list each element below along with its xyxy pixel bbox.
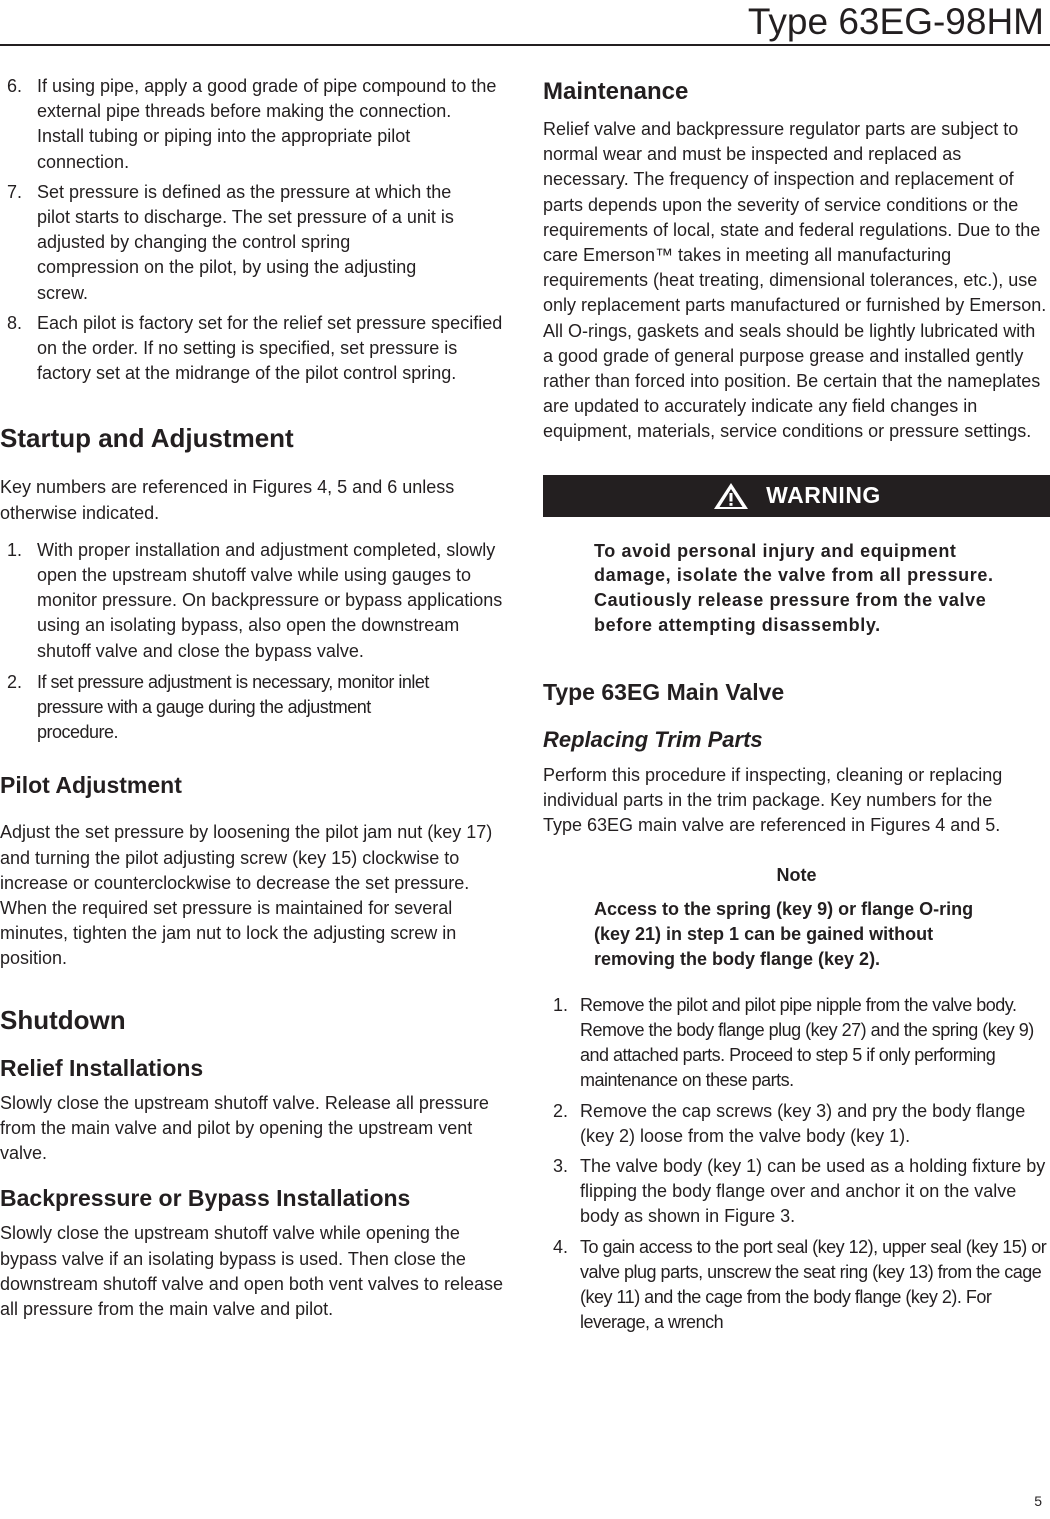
backpressure-installations-heading: Backpressure or Bypass Installations: [0, 1185, 411, 1212]
left-column: [0, 74, 510, 1322]
document-title: Type 63EG-98HM: [747, 1, 1044, 42]
relief-installations-text: Slowly close the upstream shutoff valve. Release all pressure from the main valve and pilot by opening the upstream vent valve.: [0, 1092, 489, 1164]
step-text: To gain access to the port seal (key 12), upper seal (key 15) or valve plug parts, unscrew the seat ring (key 13) from the cage (key 11) and the cage from the body flange (key 2). For leverage, a wrench: [580, 1236, 1047, 1333]
list-item: [0, 74, 510, 175]
step-text: Set pressure is defined as the pressure at which the pilot starts to discharge. The set pressure of a unit is adjusted by changing the control spring compression on the pilot, by using the adjusting screw.: [37, 181, 454, 303]
step-text: Remove the pilot and pilot pipe nipple from the valve body. Remove the body flange plug (key 27) and the spring (key 9) and attached parts. Proceed to step 5 if only performing maintenance on these parts.: [580, 994, 1034, 1091]
pilot-adjustment-heading: Pilot Adjustment: [0, 772, 182, 799]
step-text: With proper installation and adjustment completed, slowly open the upstream shutoff valve while using gauges to monitor pressure. On backpressure or bypass applications using an isolating bypass, also open the downstream shutoff valve and close the bypass valve.: [37, 539, 503, 661]
main-valve-heading: Type 63EG Main Valve: [543, 678, 785, 705]
startup-heading: Startup and Adjustment: [0, 423, 294, 454]
step-text: Remove the cap screws (key 3) and pry the body flange (key 2) loose from the valve body (key 1).: [580, 1100, 1026, 1146]
startup-steps-list: [0, 538, 510, 746]
list-item: [543, 1235, 1050, 1336]
step-number: 8.: [7, 312, 23, 333]
backpressure-installations-text: Slowly close the upstream shutoff valve while opening the bypass valve if an isolating bypass is used. Then close the downstream shutoff valve and open both vent valves to release all pressure from the main valve and pilot.: [0, 1223, 503, 1319]
header-rule: [0, 44, 1050, 46]
step-text: The valve body (key 1) can be used as a holding fixture by flipping the body flange over and anchor it on the valve body as shown in Figure 3.: [580, 1156, 1046, 1227]
list-item: [543, 1099, 1050, 1149]
warning-triangle-icon: [712, 481, 750, 511]
step-text: If set pressure adjustment is necessary, monitor inlet pressure with a gauge during the adjustment procedure.: [37, 671, 429, 743]
step-number: 4.: [553, 1236, 569, 1257]
warning-text: To avoid personal injury and equipment damage, isolate the valve from all pressure. Cautiously release pressure from the valve before attempting disassembly.: [594, 540, 994, 636]
replacing-trim-heading: Replacing Trim Parts: [543, 726, 763, 752]
step-number: 2.: [553, 1100, 569, 1121]
list-item: [0, 670, 510, 746]
list-item: [0, 311, 510, 387]
note-text: Access to the spring (key 9) or flange O-ring (key 21) in step 1 can be gained without removing the body flange (key 2).: [594, 899, 974, 970]
step-number: 1.: [553, 994, 569, 1015]
step-number: 6.: [7, 76, 23, 96]
shutdown-heading: Shutdown: [0, 1004, 126, 1035]
step-text: Each pilot is factory set for the relief set pressure specified on the order. If no setting is specified, set pressure is factory set at the midrange of the pilot control spring.: [37, 312, 503, 384]
note-title: Note: [776, 865, 817, 886]
step-number: 7.: [7, 181, 23, 202]
right-column: [543, 74, 1050, 1335]
step-number: 2.: [7, 671, 23, 692]
maintenance-text: Relief valve and backpressure regulator parts are subject to normal wear and must be inspected and replaced as necessary. The frequency of inspection and replacement of parts depends upon the severity of service conditions or the requirements of local, state and federal regulations. Due to the care Emerson™ takes in meeting all manufacturing requirements (heat treating, dimensional tolerances, etc.), use only replacement parts manufactured or furnished by Emerson. All O-rings, gaskets and seals should be lightly lubricated with a good grade of general purpose grease and installed gently rather than forced into position. Be certain that the nameplates are updated to accurately indicate any field changes in equipment, materials, service conditions or pressure settings.: [543, 119, 1047, 442]
warning-label: WARNING: [766, 482, 881, 509]
install-steps-list: [0, 74, 510, 386]
step-number: 1.: [7, 539, 23, 560]
list-item: [543, 1154, 1050, 1230]
step-number: 3.: [553, 1156, 569, 1177]
page-number: 5: [1034, 1493, 1042, 1509]
trim-steps-list: [543, 993, 1050, 1336]
step-text: If using pipe, apply a good grade of pipe compound to the external pipe threads before making the connection. Install tubing or piping into the appropriate pilot connection.: [37, 76, 497, 172]
warning-banner: [543, 475, 1050, 517]
maintenance-heading: Maintenance: [543, 78, 689, 105]
startup-intro: Key numbers are referenced in Figures 4, 5 and 6 unless otherwise indicated.: [0, 477, 455, 523]
trim-intro: Perform this procedure if inspecting, cleaning or replacing individual parts in the trim package. Key numbers for the Type 63EG main valve are referenced in Figures 4 and 5.: [543, 764, 1003, 836]
list-item: [0, 180, 510, 306]
pilot-adjustment-text: Adjust the set pressure by loosening the pilot jam nut (key 17) and turning the pilot adjusting screw (key 15) clockwise to increase or counterclockwise to decrease the set pressure. When the required set pressure is maintained for several minutes, tighten the jam nut to lock the adjusting screw in position.: [0, 822, 493, 969]
relief-installations-heading: Relief Installations: [0, 1054, 204, 1081]
list-item: [0, 538, 510, 664]
list-item: [543, 993, 1050, 1094]
